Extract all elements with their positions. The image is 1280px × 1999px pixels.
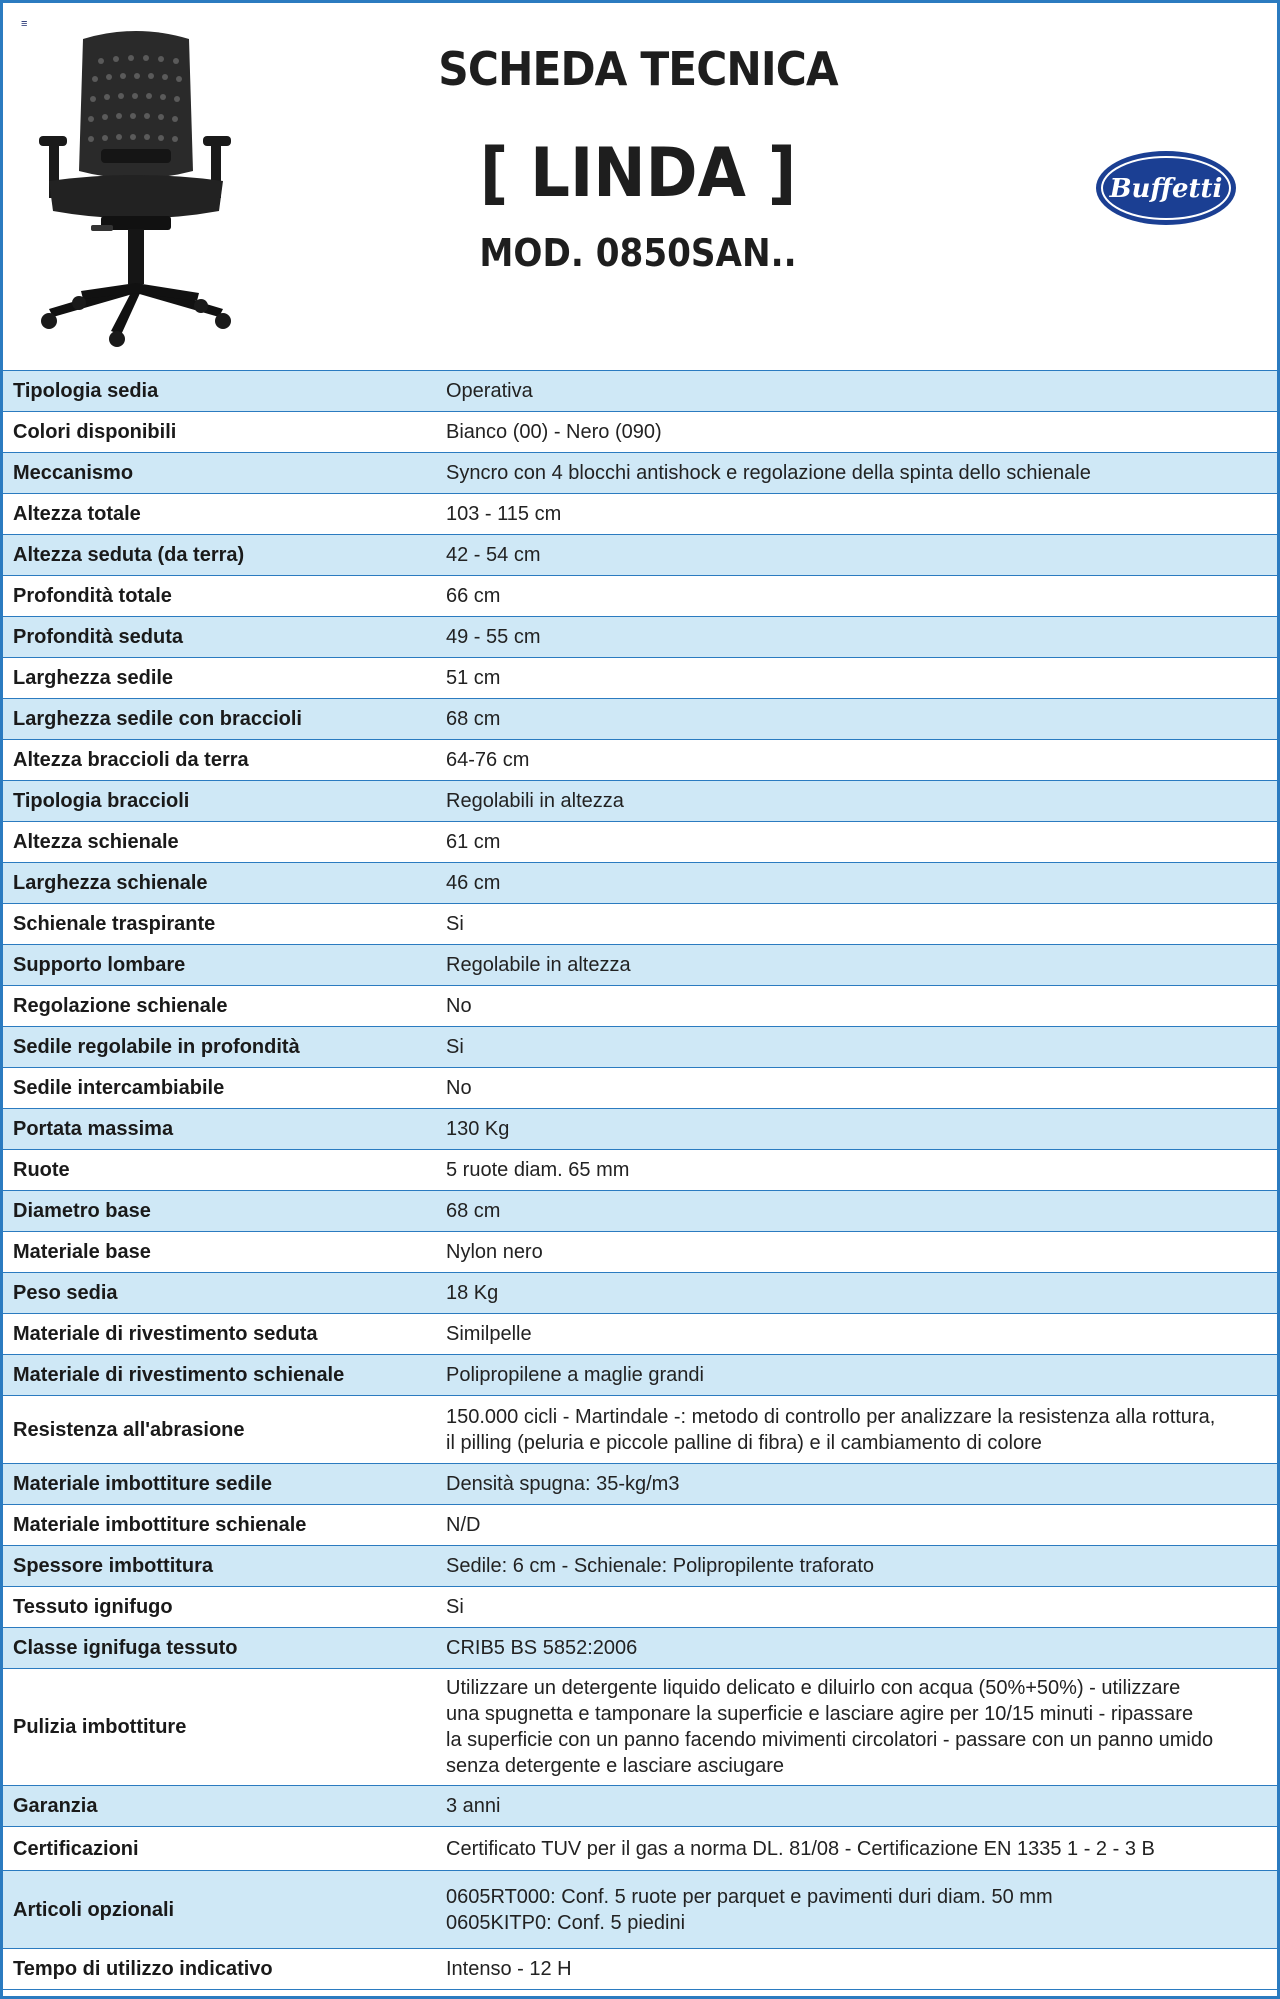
spec-value-line: CRIB5 BS 5852:2006 bbox=[446, 1637, 638, 1659]
spec-row bbox=[3, 740, 1277, 781]
spec-label: Classe ignifuga tessuto bbox=[3, 1628, 436, 1669]
spec-row bbox=[3, 617, 1277, 658]
spec-value-line: Regolabile in altezza bbox=[446, 954, 631, 976]
spec-value-line: 66 cm bbox=[446, 585, 501, 607]
specifications-table bbox=[3, 370, 1277, 1990]
spec-row bbox=[3, 945, 1277, 986]
spec-label: Ruote bbox=[3, 1150, 436, 1191]
spec-row bbox=[3, 986, 1277, 1027]
spec-row bbox=[3, 658, 1277, 699]
spec-row bbox=[3, 494, 1277, 535]
spec-row bbox=[3, 1871, 1277, 1949]
spec-value bbox=[436, 1314, 1277, 1355]
spec-row bbox=[3, 535, 1277, 576]
spec-value bbox=[436, 1109, 1277, 1150]
spec-label: Materiale base bbox=[3, 1232, 436, 1273]
spec-value bbox=[436, 1871, 1277, 1949]
spec-label: Meccanismo bbox=[3, 453, 436, 494]
spec-row bbox=[3, 1827, 1277, 1871]
spec-row bbox=[3, 453, 1277, 494]
spec-value bbox=[436, 1628, 1277, 1669]
spec-row bbox=[3, 1314, 1277, 1355]
spec-value bbox=[436, 1027, 1277, 1068]
spec-label: Larghezza sedile con braccioli bbox=[3, 699, 436, 740]
buffetti-logo bbox=[1095, 149, 1237, 227]
spec-row bbox=[3, 1396, 1277, 1464]
spec-row bbox=[3, 1109, 1277, 1150]
spec-label: Resistenza all'abrasione bbox=[3, 1396, 436, 1464]
spec-value-line: senza detergente e lasciare asciugare bbox=[446, 1755, 784, 1777]
model-code: MOD. 0850SAN.. bbox=[479, 231, 797, 275]
spec-value-line: 130 Kg bbox=[446, 1118, 510, 1140]
spec-value-line: 5 ruote diam. 65 mm bbox=[446, 1159, 630, 1181]
document-title: SCHEDA TECNICA bbox=[438, 42, 838, 96]
spec-value bbox=[436, 453, 1277, 494]
spec-value-line: 46 cm bbox=[446, 872, 501, 894]
spec-label: Materiale imbottiture sedile bbox=[3, 1464, 436, 1505]
spec-value bbox=[436, 1827, 1277, 1871]
spec-row bbox=[3, 1505, 1277, 1546]
spec-value bbox=[436, 494, 1277, 535]
spec-value bbox=[436, 412, 1277, 453]
spec-value-line: 150.000 cicli - Martindale -: metodo di controllo per analizzare la resistenza alla rottura, bbox=[446, 1405, 1216, 1428]
spec-value bbox=[436, 1949, 1277, 1990]
spec-label: Diametro base bbox=[3, 1191, 436, 1232]
spec-value-line: 42 - 54 cm bbox=[446, 544, 541, 566]
spec-value bbox=[436, 1355, 1277, 1396]
spec-value bbox=[436, 863, 1277, 904]
spec-row bbox=[3, 371, 1277, 412]
spec-value bbox=[436, 1669, 1277, 1786]
menu-icon[interactable]: ≡ bbox=[21, 18, 28, 30]
spec-value-line: Utilizzare un detergente liquido delicato e diluirlo con acqua (50%+50%) - utilizzare bbox=[446, 1677, 1181, 1699]
spec-row bbox=[3, 1949, 1277, 1990]
spec-label: Materiale di rivestimento schienale bbox=[3, 1355, 436, 1396]
spec-label: Altezza seduta (da terra) bbox=[3, 535, 436, 576]
spec-value-line: una spugnetta e tamponare la superficie e lasciare agire per 10/15 minuti - ripassare bbox=[446, 1703, 1194, 1725]
spec-label: Supporto lombare bbox=[3, 945, 436, 986]
spec-label: Colori disponibili bbox=[3, 412, 436, 453]
spec-value-line: 51 cm bbox=[446, 667, 501, 689]
spec-row bbox=[3, 1786, 1277, 1827]
spec-value bbox=[436, 945, 1277, 986]
spec-label: Materiale imbottiture schienale bbox=[3, 1505, 436, 1546]
spec-row bbox=[3, 1232, 1277, 1273]
spec-value bbox=[436, 1191, 1277, 1232]
spec-label: Larghezza sedile bbox=[3, 658, 436, 699]
spec-value-line: No bbox=[446, 1077, 472, 1099]
spec-value bbox=[436, 1786, 1277, 1827]
spec-value-line: Bianco (00) - Nero (090) bbox=[446, 421, 662, 443]
spec-label: Tipologia braccioli bbox=[3, 781, 436, 822]
spec-label: Pulizia imbottiture bbox=[3, 1669, 436, 1786]
spec-value-line: Sedile: 6 cm - Schienale: Polipropilente traforato bbox=[446, 1555, 875, 1577]
title-block bbox=[353, 33, 923, 283]
spec-value-line: il pilling (peluria e piccole palline di fibra) e il cambiamento di colore bbox=[446, 1431, 1042, 1454]
spec-row bbox=[3, 822, 1277, 863]
spec-label: Tessuto ignifugo bbox=[3, 1587, 436, 1628]
spec-value bbox=[436, 617, 1277, 658]
spec-row bbox=[3, 699, 1277, 740]
spec-row bbox=[3, 576, 1277, 617]
spec-row bbox=[3, 1587, 1277, 1628]
spec-value bbox=[436, 904, 1277, 945]
spec-value-line: N/D bbox=[446, 1514, 481, 1536]
spec-label: Materiale di rivestimento seduta bbox=[3, 1314, 436, 1355]
spec-value-line: Polipropilene a maglie grandi bbox=[446, 1364, 704, 1386]
spec-row bbox=[3, 1669, 1277, 1786]
spec-label: Garanzia bbox=[3, 1786, 436, 1827]
spec-value bbox=[436, 781, 1277, 822]
spec-label: Tipologia sedia bbox=[3, 371, 436, 412]
spec-value-line: Operativa bbox=[446, 380, 533, 402]
spec-value bbox=[436, 1505, 1277, 1546]
spec-row bbox=[3, 1355, 1277, 1396]
spec-value-line: 0605RT000: Conf. 5 ruote per parquet e pavimenti duri diam. 50 mm bbox=[446, 1885, 1053, 1908]
spec-row bbox=[3, 1273, 1277, 1314]
spec-label: Schienale traspirante bbox=[3, 904, 436, 945]
spec-value-line: 64-76 cm bbox=[446, 749, 530, 771]
spec-label: Altezza schienale bbox=[3, 822, 436, 863]
spec-row bbox=[3, 863, 1277, 904]
spec-row bbox=[3, 1464, 1277, 1505]
spec-value-line: 103 - 115 cm bbox=[446, 503, 562, 525]
spec-row bbox=[3, 412, 1277, 453]
spec-value-line: 3 anni bbox=[446, 1795, 501, 1817]
spec-label: Sedile regolabile in profondità bbox=[3, 1027, 436, 1068]
spec-label: Spessore imbottitura bbox=[3, 1546, 436, 1587]
product-name: [ LINDA ] bbox=[479, 134, 797, 213]
spec-value-line: 0605KITP0: Conf. 5 piedini bbox=[446, 1911, 686, 1934]
spec-value bbox=[436, 576, 1277, 617]
spec-value bbox=[436, 658, 1277, 699]
spec-value bbox=[436, 699, 1277, 740]
spec-value-line: 68 cm bbox=[446, 1200, 501, 1222]
spec-value bbox=[436, 1150, 1277, 1191]
spec-label: Sedile intercambiabile bbox=[3, 1068, 436, 1109]
spec-value bbox=[436, 535, 1277, 576]
spec-row bbox=[3, 781, 1277, 822]
spec-value-line: No bbox=[446, 995, 472, 1017]
spec-row bbox=[3, 1191, 1277, 1232]
spec-row bbox=[3, 1628, 1277, 1669]
spec-value-line: Syncro con 4 blocchi antishock e regolazione della spinta dello schienale bbox=[446, 462, 1091, 484]
spec-label: Larghezza schienale bbox=[3, 863, 436, 904]
spec-value-line: Si bbox=[446, 1036, 464, 1058]
spec-value bbox=[436, 822, 1277, 863]
spec-row bbox=[3, 1068, 1277, 1109]
spec-value bbox=[436, 1396, 1277, 1464]
spec-value bbox=[436, 1587, 1277, 1628]
spec-label: Altezza braccioli da terra bbox=[3, 740, 436, 781]
spec-value-line: Si bbox=[446, 1596, 464, 1618]
spec-value bbox=[436, 1232, 1277, 1273]
spec-value-line: 61 cm bbox=[446, 831, 501, 853]
header bbox=[3, 3, 1277, 370]
spec-label: Tempo di utilizzo indicativo bbox=[3, 1949, 436, 1990]
spec-label: Peso sedia bbox=[3, 1273, 436, 1314]
spec-value bbox=[436, 1068, 1277, 1109]
spec-value bbox=[436, 740, 1277, 781]
spec-value-line: 68 cm bbox=[446, 708, 501, 730]
spec-label: Profondità seduta bbox=[3, 617, 436, 658]
spec-value bbox=[436, 1546, 1277, 1587]
spec-label: Regolazione schienale bbox=[3, 986, 436, 1027]
spec-value-line: Regolabili in altezza bbox=[446, 790, 624, 812]
spec-value-line: 49 - 55 cm bbox=[446, 626, 541, 648]
spec-row bbox=[3, 1150, 1277, 1191]
spec-label: Certificazioni bbox=[3, 1827, 436, 1871]
spec-value-line: Densità spugna: 35-kg/m3 bbox=[446, 1473, 680, 1495]
spec-label: Altezza totale bbox=[3, 494, 436, 535]
spec-value-line: Intenso - 12 H bbox=[446, 1958, 572, 1980]
spec-value bbox=[436, 1464, 1277, 1505]
spec-value-line: Nylon nero bbox=[446, 1241, 543, 1263]
spec-row bbox=[3, 904, 1277, 945]
spec-label: Portata massima bbox=[3, 1109, 436, 1150]
office-chair-image bbox=[31, 21, 241, 356]
spec-value-line: Similpelle bbox=[446, 1323, 532, 1345]
spec-value-line: 18 Kg bbox=[446, 1282, 499, 1304]
spec-value-line: la superficie con un panno facendo mivimenti circolatori - passare con un panno umido bbox=[446, 1729, 1214, 1751]
spec-value-line: Certificato TUV per il gas a norma DL. 81/08 - Certificazione EN 1335 1 - 2 - 3 B bbox=[446, 1837, 1155, 1860]
spec-label: Profondità totale bbox=[3, 576, 436, 617]
spec-value-line: Si bbox=[446, 913, 464, 935]
spec-label: Articoli opzionali bbox=[3, 1871, 436, 1949]
spec-value bbox=[436, 986, 1277, 1027]
spec-value bbox=[436, 371, 1277, 412]
spec-value bbox=[436, 1273, 1277, 1314]
spec-row bbox=[3, 1027, 1277, 1068]
brand-logo-text: Buffetti bbox=[1109, 174, 1223, 204]
spec-row bbox=[3, 1546, 1277, 1587]
